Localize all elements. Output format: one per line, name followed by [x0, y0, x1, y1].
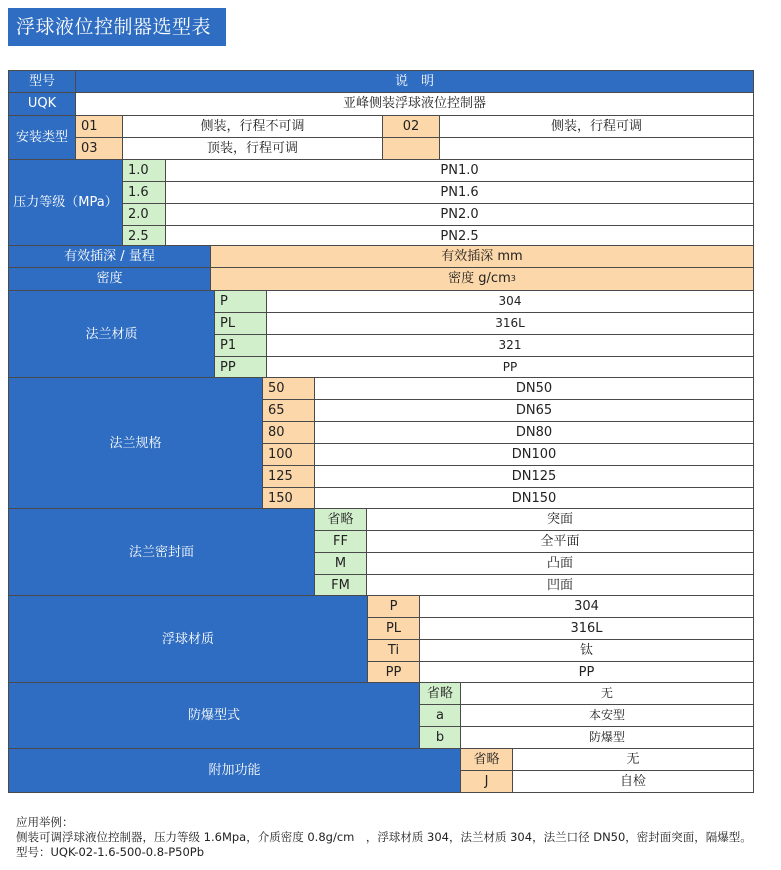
flange-material-code: P1 — [214, 334, 267, 357]
flange-spec-desc: DN80 — [314, 421, 754, 444]
depth-label: 有效插深 / 量程 — [8, 245, 211, 268]
uqk-code: UQK — [8, 92, 76, 116]
uqk-name: 亚峰侧装浮球液位控制器 — [75, 92, 754, 116]
pressure-desc: PN2.5 — [165, 225, 754, 248]
float-material-code: P — [367, 595, 420, 618]
flange-seal-code: FF — [314, 530, 367, 553]
install-desc-03 — [122, 137, 383, 160]
page-title: 浮球液位控制器选型表 — [8, 8, 226, 46]
notes-example: 侧装可调浮球液位控制器，压力等级 1.6Mpa，介质密度 0.8g/cm ，浮球材质 304，法兰材质 304，法兰口径 DN50，密封面突面，隔爆型。 — [16, 830, 752, 844]
notes-model: 型号：UQK-02-1.6-500-0.8-P50Pb — [16, 845, 205, 859]
flange-material-desc: PP — [266, 356, 754, 379]
flange-spec-desc: DN100 — [314, 443, 754, 466]
pressure-code: 2.0 — [122, 203, 166, 226]
explosion-code: b — [419, 726, 461, 749]
flange-spec-code: 125 — [262, 465, 315, 488]
flange-material-desc: 304 — [266, 290, 754, 313]
install-desc-01: 侧装，行程不可调 — [122, 115, 383, 138]
flange-material-label: 法兰材质 — [8, 290, 215, 379]
pressure-desc: PN1.0 — [165, 159, 754, 182]
flange-material-code: PL — [214, 312, 267, 335]
flange-seal-desc: 全平面 — [366, 530, 754, 553]
header-description: 说 明 — [75, 70, 754, 93]
flange-seal-desc: 凸面 — [366, 552, 754, 575]
float-material-label: 浮球材质 — [8, 595, 368, 684]
float-material-code: PL — [367, 617, 420, 640]
install-type-label: 安装类型 — [8, 115, 76, 160]
pressure-code: 2.5 — [122, 225, 166, 248]
flange-seal-code: 省略 — [314, 508, 367, 531]
install-code-03: 03 — [75, 137, 123, 160]
float-material-desc: 316L — [419, 617, 754, 640]
flange-spec-code: 50 — [262, 377, 315, 400]
explosion-code: a — [419, 704, 461, 727]
explosion-label: 防爆型式 — [8, 682, 420, 749]
flange-seal-desc: 突面 — [366, 508, 754, 531]
pressure-label: 压力等级（MPa） — [8, 159, 123, 246]
install-desc-03-text: 顶装，行程可调 — [206, 140, 298, 156]
flange-material-code: PP — [214, 356, 267, 379]
extra-code: J — [460, 770, 513, 793]
pressure-desc: PN1.6 — [165, 181, 754, 204]
flange-spec-code: 65 — [262, 399, 315, 422]
explosion-desc: 无 — [460, 682, 754, 705]
flange-spec-code: 150 — [262, 487, 315, 510]
install-code-empty — [382, 137, 440, 160]
flange-spec-desc: DN125 — [314, 465, 754, 488]
install-desc-empty — [439, 137, 754, 160]
explosion-code: 省略 — [419, 682, 461, 705]
flange-seal-desc: 凹面 — [366, 574, 754, 597]
density-unit-sup: 3 — [510, 274, 516, 284]
notes-heading: 应用举例： — [16, 815, 74, 829]
flange-seal-code: FM — [314, 574, 367, 597]
explosion-desc: 本安型 — [460, 704, 754, 727]
application-notes — [16, 815, 752, 860]
flange-spec-code: 80 — [262, 421, 315, 444]
explosion-desc: 防爆型 — [460, 726, 754, 749]
flange-spec-desc: DN65 — [314, 399, 754, 422]
install-code-02: 02 — [382, 115, 440, 138]
extra-desc: 无 — [512, 748, 754, 771]
float-material-code: PP — [367, 661, 420, 684]
flange-material-code: P — [214, 290, 267, 313]
flange-seal-code: M — [314, 552, 367, 575]
flange-spec-label: 法兰规格 — [8, 377, 263, 510]
float-material-desc: 钛 — [419, 639, 754, 662]
install-code-01: 01 — [75, 115, 123, 138]
header-model: 型号 — [8, 70, 76, 93]
extra-code: 省略 — [460, 748, 513, 771]
float-material-code: Ti — [367, 639, 420, 662]
flange-spec-code: 100 — [262, 443, 315, 466]
flange-spec-desc: DN50 — [314, 377, 754, 400]
flange-spec-desc: DN150 — [314, 487, 754, 510]
density-desc — [210, 267, 754, 291]
extra-desc: 自检 — [512, 770, 754, 793]
pressure-code: 1.0 — [122, 159, 166, 182]
depth-desc: 有效插深 mm — [210, 245, 754, 268]
flange-material-desc: 321 — [266, 334, 754, 357]
pressure-desc: PN2.0 — [165, 203, 754, 226]
density-desc-text: 密度 g/cm — [448, 271, 511, 287]
flange-seal-label: 法兰密封面 — [8, 508, 315, 597]
float-material-desc: 304 — [419, 595, 754, 618]
density-label: 密度 — [8, 267, 211, 291]
extra-label: 附加功能 — [8, 748, 461, 793]
float-material-desc: PP — [419, 661, 754, 684]
flange-material-desc: 316L — [266, 312, 754, 335]
pressure-code: 1.6 — [122, 181, 166, 204]
install-desc-02: 侧装，行程可调 — [439, 115, 754, 138]
